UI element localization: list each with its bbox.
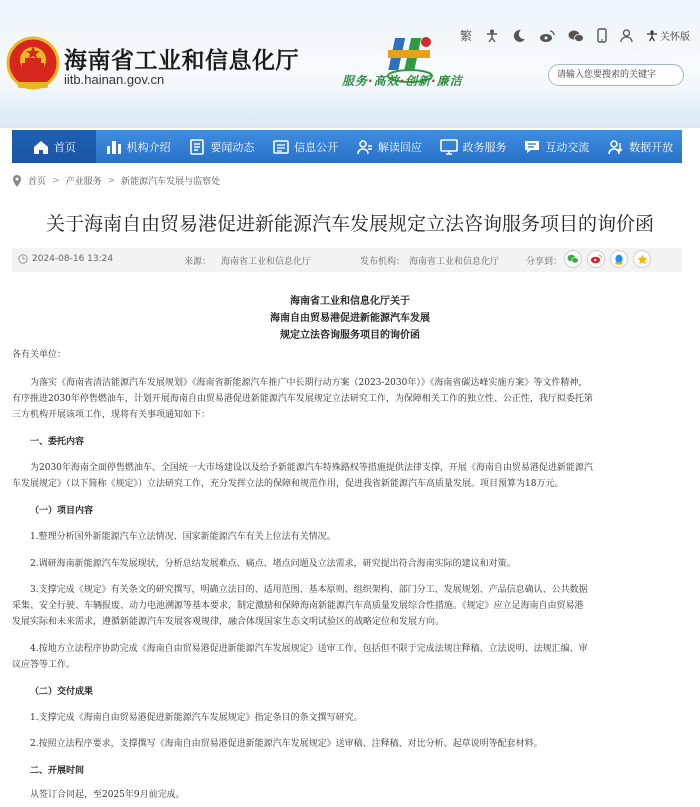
nav-item-interact[interactable] (515, 130, 599, 163)
share-label: 分享到： (526, 257, 563, 267)
user-icon[interactable] (620, 29, 633, 43)
care-icon (646, 30, 658, 42)
site-header (0, 0, 700, 128)
subsection-heading: （一）项目内容 (30, 506, 94, 516)
breadcrumb-home[interactable]: 首页 (28, 177, 47, 187)
nav-label: 政务服务 (462, 140, 507, 154)
chat-icon (523, 138, 541, 156)
monitor-icon (439, 138, 459, 156)
doc-heading-line: 海南自由贸易港促进新能源汽车发展 (270, 313, 430, 324)
section-text-line: 车发展规定》（以下简称《规定》）立法研究工作，充分发挥立法的保障和规范作用，促进我省新能源汽车高质量发展。项目预算为18万元。 (12, 479, 564, 489)
article-publisher (360, 254, 499, 267)
subsection-heading: （二）交付成果 (30, 687, 94, 697)
care-mode-label: 关怀版 (660, 32, 690, 43)
article-title: 关于海南自由贸易港促进新能源汽车发展规定立法咨询服务项目的询价函 (45, 213, 654, 235)
share-qq-icon[interactable] (610, 250, 628, 268)
intro-line: 为落实《海南省清洁能源汽车发展规划》《海南省新能源汽车推广中长期行动方案（2023-2030年）》《海南省碳达峰实施方案》等文件精神， (30, 378, 588, 388)
nav-item-info[interactable] (263, 130, 347, 163)
header-toolbar (460, 27, 690, 44)
article-meta-bar (12, 248, 682, 272)
list-item: 2.按照立法程序要求，支撑撰写《海南自由贸易港促进新能源汽车发展规定》送审稿、注释稿、对比分析、起草说明等配套材料。 (30, 739, 543, 749)
list-item-line: 议应答等工作。 (12, 660, 76, 670)
salutation: 各有关单位： (12, 350, 67, 360)
publish-date-text: 2024-08-16 13:24 (32, 254, 114, 264)
section-heading: 二、开展时间 (30, 766, 85, 776)
location-pin-icon (12, 175, 22, 187)
info-icon (272, 138, 290, 156)
list-item-line: 4.按地方立法程序协助完成《海南自由贸易港促进新能源汽车发展规定》送审工作，包括但不限于完成法规注释稿、立法说明、法规汇编、审 (30, 644, 588, 654)
list-item: 2.调研海南新能源汽车发展现状，分析总结发展难点、痛点、堵点问题及立法需求，研究提出符合海南实际的建议和对策。 (30, 559, 516, 569)
breadcrumb-separator: > (107, 175, 116, 186)
share-buttons (564, 250, 651, 268)
breadcrumb-separator: > (52, 175, 60, 186)
share-weibo-icon[interactable] (587, 250, 605, 268)
slogan: 服务·高效·创新·廉洁 (342, 74, 463, 88)
care-mode-button[interactable] (646, 28, 690, 43)
site-title[interactable]: 海南省工业和信息化厅 (64, 48, 299, 74)
accessibility-person-icon[interactable] (485, 29, 499, 43)
publisher-value: 海南省工业和信息化厅 (409, 257, 500, 267)
article-source (184, 254, 311, 267)
section-text-line: 为2030年海南全面停售燃油车、全国统一大市场建设以及给予新能源汽车特殊路权等措施提供法律支撑，开展《海南自由贸易港促进新能源汽 (30, 463, 593, 473)
nav-label: 首页 (53, 140, 76, 154)
nav-label: 信息公开 (294, 140, 339, 154)
interpret-icon (356, 138, 374, 156)
nav-item-home[interactable] (12, 130, 96, 163)
intro-line: 三方机构开展该项工作，现将有关事项通知如下： (12, 410, 211, 420)
breadcrumb-division[interactable]: 新能源汽车发展与监察处 (121, 177, 221, 187)
nav-item-interpret[interactable] (347, 130, 431, 163)
site-domain: iitb.hainan.gov.cn (64, 72, 165, 87)
intro-line: 有序推进2030年停售燃油车，计划开展海南自由贸易港促进新能源汽车发展规定立法研究工作，为保障相关工作的独立性、公正性，我厅拟委托第 (12, 394, 593, 404)
news-icon (188, 138, 206, 156)
publisher-label: 发布机构： (360, 257, 406, 267)
nav-item-data[interactable] (598, 130, 682, 163)
home-icon (32, 138, 50, 156)
section-text: 从签订合同起，至2025年9月前完成。 (30, 790, 185, 800)
nav-label: 机构介绍 (126, 140, 171, 154)
traditional-chinese-button[interactable]: 繁 (459, 29, 472, 43)
list-item-line: 采集、安全行驶、车辆报废、动力电池溯源等基本要求，制定激励和保障海南新能源汽车高质量发展综合性措施。《规定》应立足海南自由贸易港 (12, 601, 584, 611)
wechat-icon[interactable] (568, 29, 584, 43)
share-wechat-icon[interactable] (564, 250, 582, 268)
main-nav (12, 130, 682, 163)
section-heading: 一、委托内容 (30, 437, 85, 447)
list-item-line: 3.支撑完成《规定》有关条文的研究撰写，明确立法目的、适用范围、基本原则、组织架构、部门分工、发展规划、产品信息确认、公共数据 (30, 585, 588, 595)
weibo-icon[interactable] (539, 29, 555, 43)
nav-item-org[interactable] (96, 130, 180, 163)
nav-label: 要闻动态 (210, 140, 255, 154)
doc-heading-line: 海南省工业和信息化厅关于 (290, 296, 410, 307)
national-emblem-icon (6, 36, 60, 92)
list-item: 1.整理分析国外新能源汽车立法情况、国家新能源汽车有关上位法有关情况。 (30, 532, 336, 542)
nav-item-news[interactable] (180, 130, 264, 163)
org-icon (105, 138, 123, 156)
moon-icon[interactable] (512, 29, 526, 43)
doc-heading-line: 规定立法咨询服务项目的询价函 (280, 330, 420, 341)
nav-label: 解读回应 (377, 140, 422, 154)
share-qzone-icon[interactable] (633, 250, 651, 268)
nav-item-service[interactable] (431, 130, 515, 163)
source-value: 海南省工业和信息化厅 (221, 257, 312, 267)
nav-label: 互动交流 (545, 140, 590, 154)
mobile-icon[interactable] (597, 28, 607, 43)
source-label: 来源： (184, 257, 212, 267)
list-item-line: 发展实际和未来需求，遵循新能源汽车发展客观规律，融合体现国家生态文明试验区的战略定位和发展方向。 (12, 617, 445, 627)
data-icon (607, 138, 625, 156)
search-input[interactable]: 请输入您要搜索的关键字 (548, 64, 684, 86)
list-item: 1.支撑完成《海南自由贸易港促进新能源汽车发展规定》指定条目的条文撰写研究。 (30, 713, 363, 723)
breadcrumb-industry[interactable]: 产业服务 (65, 177, 102, 187)
nav-label: 数据开放 (629, 140, 674, 154)
clock-icon (18, 254, 28, 264)
breadcrumb (12, 174, 220, 187)
publish-date (18, 254, 113, 264)
